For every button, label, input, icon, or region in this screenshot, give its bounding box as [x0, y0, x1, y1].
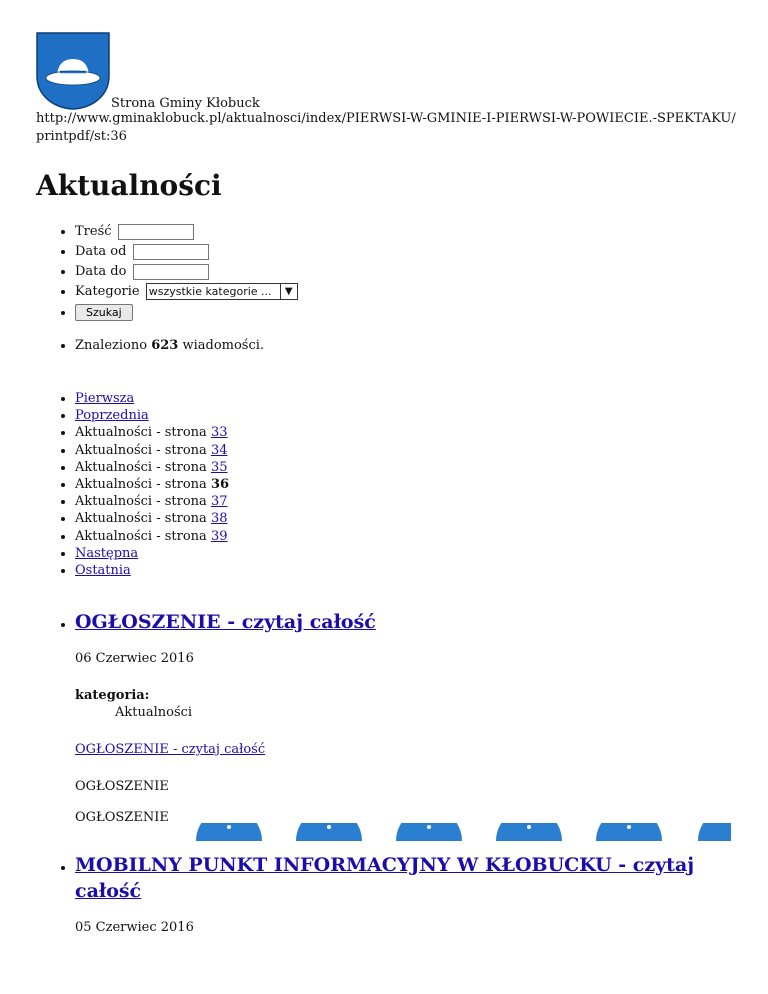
- pager-first-item: [75, 390, 736, 407]
- results-suffix: wiadomości.: [182, 338, 265, 353]
- news-title-link[interactable]: MOBILNY PUNKT INFORMACYJNY W KŁOBUCKU - czytaj całość: [75, 854, 695, 902]
- pager-page-link[interactable]: 34: [210, 442, 228, 458]
- header: [36, 32, 736, 110]
- news-item: [75, 852, 736, 935]
- pager-current-page: 36: [210, 477, 230, 493]
- pager-page-link[interactable]: 37: [210, 494, 228, 510]
- site-name: Strona Gminy Kłobuck: [111, 96, 260, 111]
- news-paragraph: OGŁOSZENIE: [75, 779, 169, 795]
- pager-first-link[interactable]: Pierwsza: [75, 391, 135, 406]
- pager-page-item: [75, 424, 736, 441]
- search-content-row: [75, 222, 736, 242]
- pagination: [36, 390, 736, 579]
- category-label: Kategorie: [75, 284, 140, 299]
- page-title: Aktualności: [36, 169, 222, 202]
- pager-page-item: [75, 442, 736, 459]
- news-title: [75, 852, 736, 904]
- pager-current-item: [75, 476, 736, 493]
- pager-next-item: [75, 545, 736, 562]
- pager-page-prefix: Aktualności - strona: [75, 511, 207, 527]
- search-form: [36, 222, 736, 323]
- pager-page-item: [75, 493, 736, 510]
- results-summary: [36, 337, 736, 355]
- news-read-more-link[interactable]: OGŁOSZENIE - czytaj całość: [75, 742, 266, 758]
- dropdown-arrow-icon: ▼: [280, 284, 297, 299]
- news-category-value: Aktualności: [115, 705, 193, 721]
- results-count: 623: [151, 338, 179, 353]
- pager-page-prefix: Aktualności - strona: [75, 459, 207, 475]
- pager-next-link[interactable]: Następna: [75, 545, 139, 561]
- pager-page-item: [75, 510, 736, 527]
- news-date: 06 Czerwiec 2016: [75, 651, 194, 667]
- search-button-row: [75, 302, 736, 323]
- category-select[interactable]: [146, 283, 298, 300]
- news-list-continued: [36, 852, 736, 935]
- date-to-label: Data do: [75, 264, 127, 279]
- pager-page-item: [75, 528, 736, 545]
- date-to-input[interactable]: [133, 264, 209, 280]
- pager-last-item: [75, 562, 736, 579]
- circle-badge-icon: [698, 823, 731, 841]
- pager-page-prefix: Aktualności - strona: [75, 528, 207, 544]
- pager-page-prefix: Aktualności - strona: [75, 442, 207, 458]
- news-list: [36, 852, 736, 935]
- search-date-from-row: [75, 242, 736, 262]
- date-from-label: Data od: [75, 244, 127, 259]
- news-date: 05 Czerwiec 2016: [75, 920, 194, 935]
- news-category-label: kategoria:: [75, 688, 150, 704]
- news-category: [75, 688, 736, 720]
- pager-page-link[interactable]: 39: [210, 528, 228, 544]
- pager-prev-link[interactable]: Poprzednia: [75, 408, 149, 424]
- pager-page-prefix: Aktualności - strona: [75, 425, 207, 441]
- search-date-to-row: [75, 262, 736, 282]
- news-list: [36, 609, 736, 825]
- date-from-input[interactable]: [133, 244, 209, 260]
- pager-prev-item: [75, 407, 736, 424]
- news-item: [75, 609, 736, 825]
- pager-page-item: [75, 459, 736, 476]
- pager-last-link[interactable]: Ostatnia: [75, 563, 131, 579]
- news-title-link[interactable]: OGŁOSZENIE - czytaj całość: [75, 611, 376, 634]
- search-button[interactable]: Szukaj: [75, 304, 133, 321]
- pager-page-prefix: Aktualności - strona: [75, 477, 207, 493]
- pager-page-prefix: Aktualności - strona: [75, 494, 207, 510]
- news-title: [75, 609, 736, 635]
- print-page: [36, 32, 736, 825]
- pager-page-link[interactable]: 35: [210, 459, 228, 475]
- page-url: http://www.gminaklobuck.pl/aktualnosci/index/PIERWSI-W-GMINIE-I-PIERWSI-W-POWIECIE.-SPEKTAKU/printpdf/st:36: [36, 111, 736, 144]
- search-category-row: [75, 282, 736, 302]
- content-label: Treść: [75, 224, 112, 239]
- pager-page-link[interactable]: 38: [210, 511, 228, 527]
- decorative-icon-strip: [0, 823, 731, 841]
- results-prefix: Znaleziono: [75, 338, 148, 353]
- content-input[interactable]: [118, 224, 194, 240]
- category-select-value: wszystkie kategorie ...: [148, 285, 272, 298]
- results-count-item: [75, 337, 736, 355]
- news-paragraph: OGŁOSZENIE: [75, 810, 169, 826]
- pager-page-link[interactable]: 33: [210, 425, 228, 441]
- coat-of-arms-logo: [36, 32, 110, 110]
